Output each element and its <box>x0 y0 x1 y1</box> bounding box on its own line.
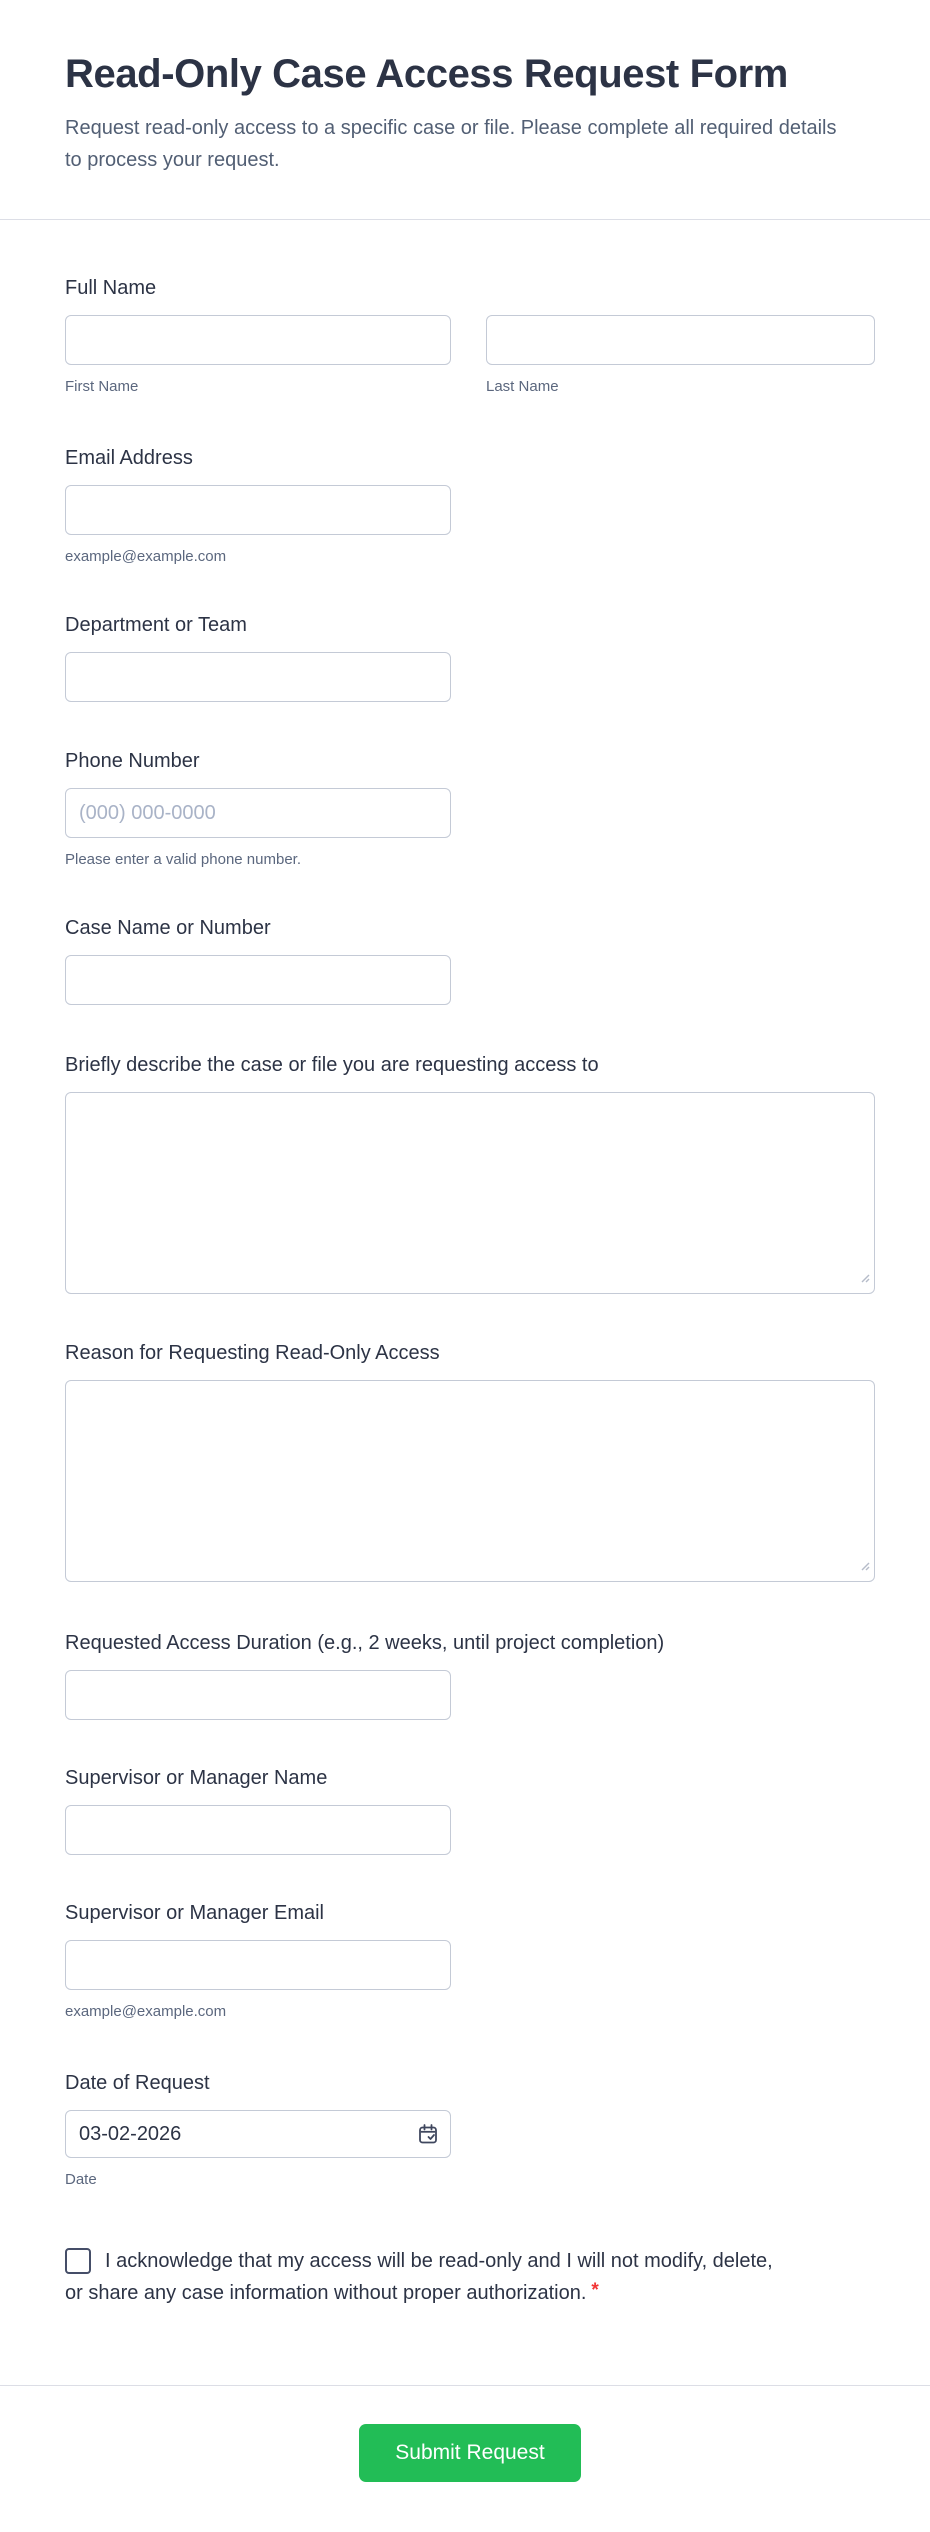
last-name-sublabel: Last Name <box>486 378 559 395</box>
form-body <box>0 275 930 2532</box>
field-reason <box>65 1340 875 1582</box>
case-name-label: Case Name or Number <box>65 917 271 939</box>
reason-textarea[interactable] <box>65 1380 875 1582</box>
first-name-input[interactable] <box>65 315 451 365</box>
required-asterisk: * <box>591 2280 599 2301</box>
full-name-label: Full Name <box>65 277 157 299</box>
form-footer <box>65 2386 875 2532</box>
phone-sublabel: Please enter a valid phone number. <box>65 851 301 868</box>
field-case-description <box>65 1052 875 1294</box>
email-sublabel: example@example.com <box>65 548 227 565</box>
reason-label: Reason for Requesting Read-Only Access <box>65 1342 440 1364</box>
page-title: Read-Only Case Access Request Form <box>65 52 788 96</box>
duration-input[interactable] <box>65 1670 451 1720</box>
case-description-textarea[interactable] <box>65 1092 875 1294</box>
department-input[interactable] <box>65 652 451 702</box>
case-name-input[interactable] <box>65 955 451 1005</box>
resize-grip-icon[interactable] <box>859 1270 870 1288</box>
field-duration <box>65 1630 875 1720</box>
supervisor-email-label: Supervisor or Manager Email <box>65 1902 324 1924</box>
acknowledgement-text: I acknowledge that my access will be read-only and I will not modify, delete, or share any case information without proper authorization. <box>65 2250 773 2304</box>
supervisor-email-input[interactable] <box>65 1940 451 1990</box>
acknowledgement-checkbox[interactable] <box>65 2248 91 2274</box>
email-input[interactable] <box>65 485 451 535</box>
field-supervisor-email <box>65 1900 875 2020</box>
resize-grip-icon[interactable] <box>859 1558 870 1576</box>
supervisor-name-input[interactable] <box>65 1805 451 1855</box>
date-sublabel: Date <box>65 2171 97 2188</box>
supervisor-name-label: Supervisor or Manager Name <box>65 1767 328 1789</box>
field-full-name <box>65 275 875 395</box>
submit-request-button[interactable]: Submit Request <box>359 2424 581 2482</box>
page-subtitle: Request read-only access to a specific case or file. Please complete all required details to process your request. <box>65 117 837 171</box>
acknowledgement-row <box>65 2245 795 2310</box>
date-of-request-label: Date of Request <box>65 2072 210 2094</box>
supervisor-email-sublabel: example@example.com <box>65 2003 227 2020</box>
duration-label: Requested Access Duration (e.g., 2 weeks, until project completion) <box>65 1632 665 1654</box>
field-department <box>65 612 875 702</box>
date-input[interactable] <box>65 2110 451 2158</box>
first-name-sublabel: First Name <box>65 378 139 395</box>
field-phone <box>65 748 875 868</box>
email-label: Email Address <box>65 447 193 469</box>
field-date-of-request <box>65 2070 875 2188</box>
field-case-name <box>65 915 875 1005</box>
department-label: Department or Team <box>65 614 247 636</box>
last-name-input[interactable] <box>486 315 875 365</box>
field-supervisor-name <box>65 1765 875 1855</box>
case-description-label: Briefly describe the case or file you are requesting access to <box>65 1054 599 1076</box>
calendar-icon[interactable] <box>416 2122 440 2151</box>
form-header <box>0 0 930 220</box>
phone-input[interactable] <box>65 788 451 838</box>
field-email <box>65 445 875 565</box>
phone-label: Phone Number <box>65 750 200 772</box>
